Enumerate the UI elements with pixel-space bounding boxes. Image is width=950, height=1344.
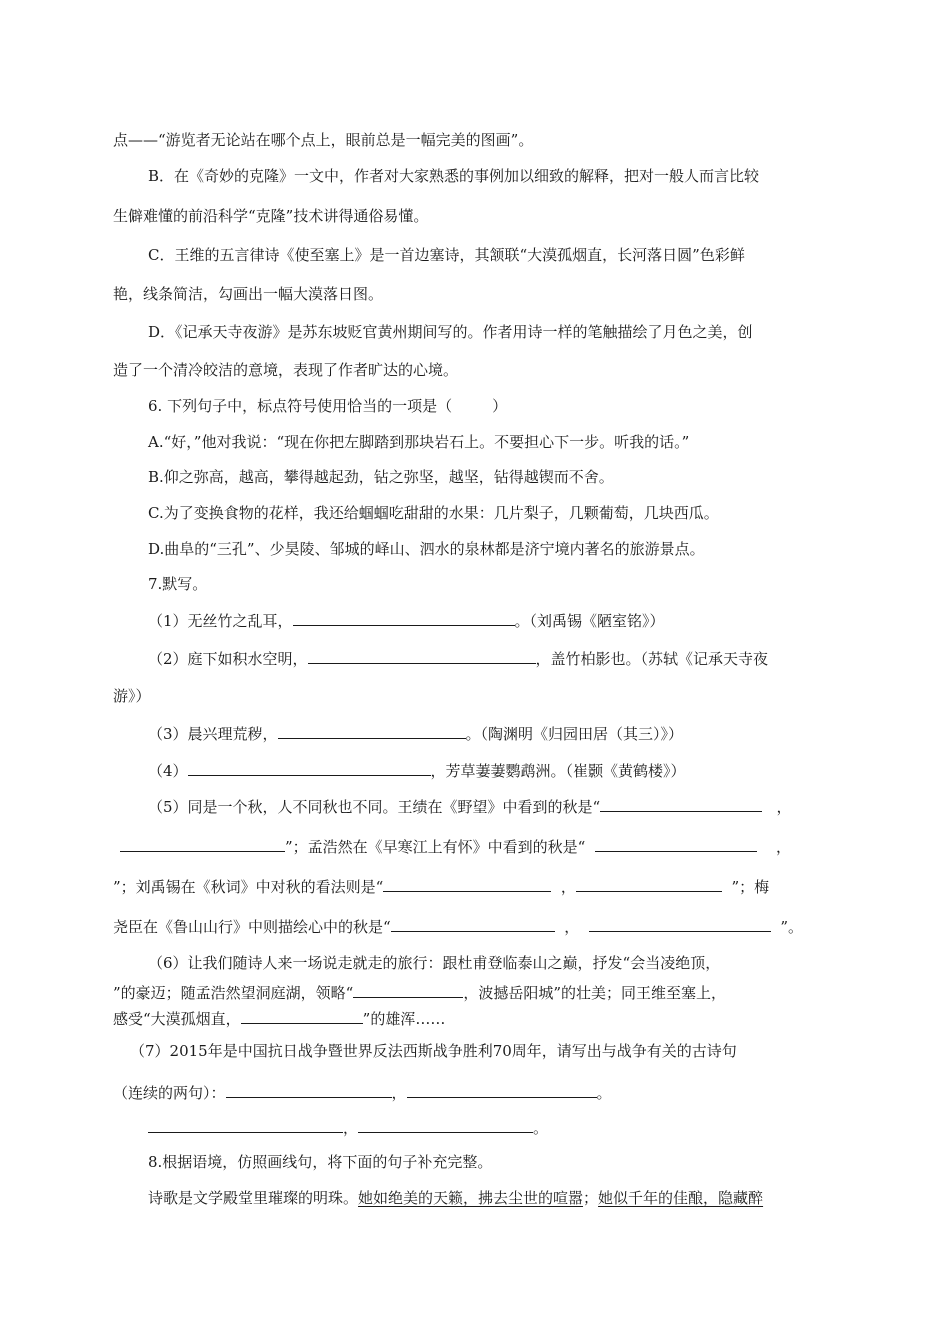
item-text: ， — [564, 918, 580, 936]
answer-blank[interactable] — [278, 723, 466, 739]
question-8-text — [148, 1188, 763, 1208]
item-text: ， — [776, 798, 792, 816]
item-text: ”；梅 — [731, 878, 770, 896]
item-text: 。 — [596, 1084, 612, 1102]
text-line: 生僻难懂的前沿科学“克隆”技术讲得通俗易懂。 — [113, 207, 429, 225]
option-6c: C.为了变换食物的花样，我还给蝈蝈吃甜甜的水果：几片梨子，几颗葡萄，几块西瓜。 — [148, 504, 719, 522]
option-6d: D.曲阜的“三孔”、少昊陵、邹城的峄山、泗水的泉林都是济宁境内著名的旅游景点。 — [148, 540, 705, 558]
item-1 — [148, 610, 665, 631]
answer-blank[interactable] — [391, 916, 555, 932]
item-text: ； — [583, 1189, 599, 1207]
item-6-line-3 — [113, 1008, 445, 1029]
question-6 — [148, 396, 507, 416]
option-b-text: B．在《奇妙的克隆》一文中，作者对大家熟悉的事例加以细致的解释，把对一般人而言比较 — [148, 167, 760, 185]
text-line: 造了一个清冷皎洁的意境，表现了作者旷达的心境。 — [113, 361, 459, 379]
item-7-line-2 — [113, 1082, 612, 1103]
item-7: （7）2015年是中国抗日战争暨世界反法西斯战争胜利70周年，请写出与战争有关的古诗句 — [130, 1042, 737, 1060]
item-text: ，盖竹柏影也。（苏轼《记承天寺夜 — [535, 650, 769, 668]
question-7: 7.默写。 — [148, 575, 208, 593]
answer-blank[interactable] — [589, 916, 771, 932]
answer-blank[interactable] — [188, 760, 431, 776]
item-text: ，波撼岳阳城”的壮美；同王维至塞上， — [463, 984, 727, 1002]
item-text: （3）晨兴理荒秽， — [148, 725, 278, 743]
item-5-line-2 — [120, 836, 791, 857]
item-text: （5）同是一个秋，人不同秋也不同。王绩在《野望》中看到的秋是“ — [148, 798, 601, 816]
item-text: 。（刘禹锡《陋室铭》） — [514, 612, 665, 630]
option-6b: B.仰之弥高，越高，攀得越起劲，钻之弥坚，越坚，钻得越锲而不舍。 — [148, 468, 614, 486]
answer-blank[interactable] — [353, 982, 463, 998]
item-text: ， — [775, 838, 791, 856]
item-4 — [148, 760, 686, 781]
option-d-text: D．《记承天寺夜游》是苏东坡贬官黄州期间写的。作者用诗一样的笔触描绘了月色之美，创 — [148, 323, 753, 341]
item-text: ”的雄浑…… — [362, 1010, 446, 1028]
item-text: ，芳草萋萋鹦鹉洲。（崔颢《黄鹤楼》） — [430, 762, 686, 780]
text-line: 点——“游览者无论站在哪个点上，眼前总是一幅完美的图画”。 — [113, 131, 534, 149]
item-5 — [148, 796, 792, 817]
item-text: 。 — [533, 1119, 549, 1137]
answer-blank[interactable] — [226, 1082, 392, 1098]
item-text: （4） — [148, 762, 188, 780]
option-6a: A.“好，”他对我说：“现在你把左脚踏到那块岩石上。不要担心下一步。听我的话。” — [148, 433, 690, 451]
item-6-line-2 — [113, 982, 726, 1003]
underlined-sentence: 她似千年的佳酿，隐藏醉 — [598, 1189, 764, 1207]
item-text: ”；孟浩然在《早寒江上有怀》中看到的秋是“ — [285, 838, 586, 856]
item-2 — [148, 648, 768, 669]
answer-blank[interactable] — [576, 876, 722, 892]
answer-blank[interactable] — [600, 796, 762, 812]
question-6-close: ） — [492, 397, 508, 415]
item-text: 尧臣在《鲁山山行》中则描绘心中的秋是“ — [113, 918, 391, 936]
item-text: （1）无丝竹之乱耳， — [148, 612, 293, 630]
item-text: ， — [343, 1119, 359, 1137]
item-text: （连续的两句）： — [113, 1084, 226, 1102]
item-7-line-3 — [148, 1117, 548, 1138]
item-text: （2）庭下如积水空明， — [148, 650, 308, 668]
item-text: ”。 — [780, 918, 803, 936]
answer-blank[interactable] — [383, 876, 551, 892]
item-5-line-3 — [113, 876, 769, 897]
answer-blank[interactable] — [308, 648, 536, 664]
question-6-text: 6. 下列句子中，标点符号使用恰当的一项是（ — [148, 397, 453, 415]
item-text: ， — [391, 1084, 407, 1102]
item-text: 诗歌是文学殿堂里璀璨的明珠。 — [148, 1189, 359, 1207]
answer-blank[interactable] — [595, 836, 757, 852]
answer-blank[interactable] — [358, 1117, 533, 1133]
answer-blank[interactable] — [407, 1082, 597, 1098]
answer-blank[interactable] — [148, 1117, 343, 1133]
item-text: ， — [560, 878, 576, 896]
item-text: 。（陶渊明《归园田居（其三）》） — [465, 725, 684, 743]
item-5-line-4 — [113, 916, 803, 937]
text-line: 艳，线条简洁，勾画出一幅大漠落日图。 — [113, 285, 384, 303]
answer-blank[interactable] — [241, 1008, 363, 1024]
item-3 — [148, 723, 683, 744]
underlined-sentence: 她如绝美的天籁，拂去尘世的喧嚣 — [358, 1189, 584, 1207]
answer-blank[interactable] — [120, 836, 285, 852]
option-c-text: C．王维的五言律诗《使至塞上》是一首边塞诗，其颔联“大漠孤烟直，长河落日圆”色彩鲜 — [148, 246, 745, 264]
item-text: ”；刘禹锡在《秋词》中对秋的看法则是“ — [113, 878, 384, 896]
item-text: 感受“大漠孤烟直， — [113, 1010, 241, 1028]
answer-blank[interactable] — [293, 610, 515, 626]
item-text: ”的豪迈；随孟浩然望洞庭湖，领略“ — [113, 984, 354, 1002]
item-2-cont: 游》） — [113, 687, 151, 705]
item-6: （6）让我们随诗人来一场说走就走的旅行：跟杜甫登临泰山之巅，抒发“会当凌绝顶， — [148, 954, 721, 972]
question-8: 8.根据语境，仿照画线句，将下面的句子补充完整。 — [148, 1153, 493, 1171]
